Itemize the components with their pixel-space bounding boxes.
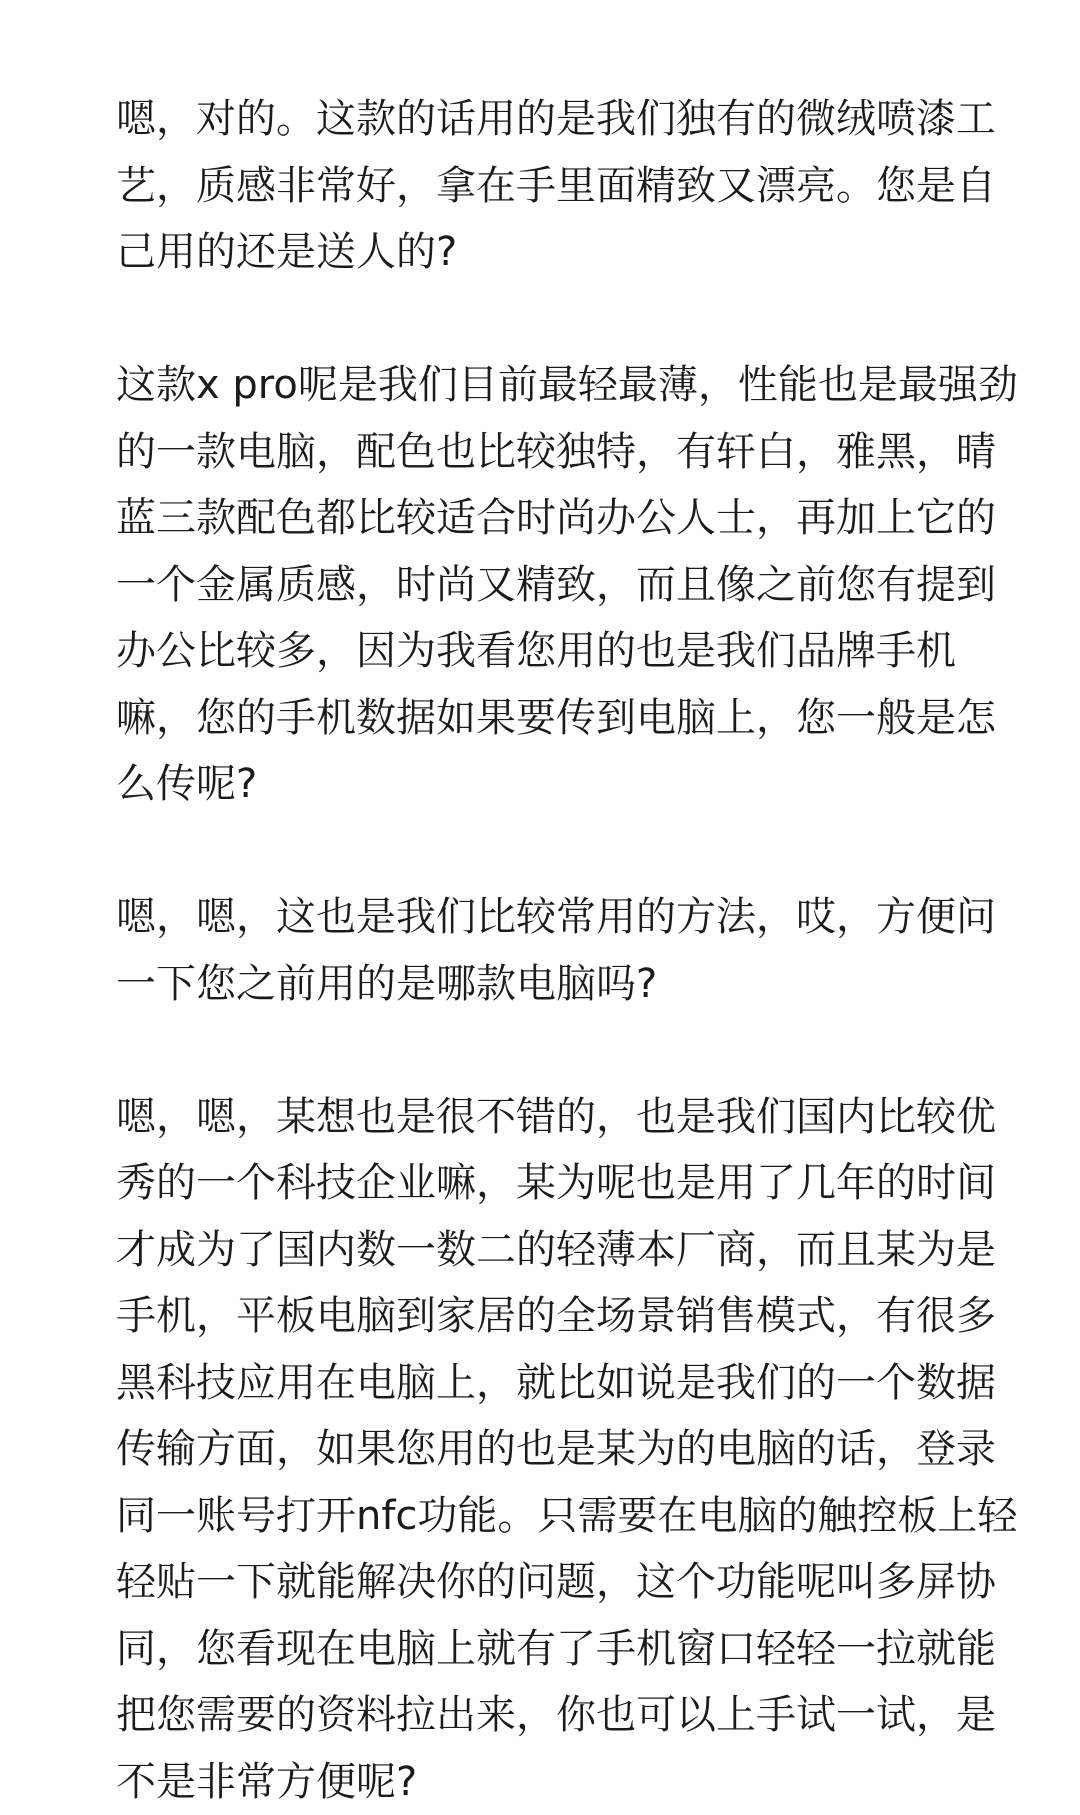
paragraph-4: 嗯，嗯，某想也是很不错的，也是我们国内比较优秀的一个科技企业嘛，某为呢也是用了几年的时间才成为了国内数一数二的轻薄本厂商，而且某为是手机，平板电脑到家居的全场景销售模式，有很多黑科技应用在电脑上，就比如说是我们的一个数据传输方面，如果您用的也是某为的电脑的话，登录同一账号打开nfc功能。只需要在电脑的触控板上轻轻贴一下就能解决你的问题，这个功能呢叫多屏协同，您看现在电脑上就有了手机窗口轻轻一拉就能把您需要的资料拉出来，你也可以上手试一试，是不是非常方便呢? bbox=[116, 1084, 1028, 1815]
paragraph-3: 嗯，嗯，这也是我们比较常用的方法，哎，方便问一下您之前用的是哪款电脑吗? bbox=[116, 884, 1028, 1017]
paragraph-2: 这款x pro呢是我们目前最轻最薄，性能也是最强劲的一款电脑，配色也比较独特，有轩白，雅黑，晴蓝三款配色都比较适合时尚办公人士，再加上它的一个金属质感，时尚又精致，而且像之前您有提到办公比较多，因为我看您用的也是我们品牌手机嘛，您的手机数据如果要传到电脑上，您一般是怎么传呢? bbox=[116, 352, 1028, 818]
paragraph-1: 嗯，对的。这款的话用的是我们独有的微绒喷漆工艺，质感非常好，拿在手里面精致又漂亮。您是自己用的还是送人的? bbox=[116, 86, 1028, 286]
article-body bbox=[116, 86, 1028, 1815]
